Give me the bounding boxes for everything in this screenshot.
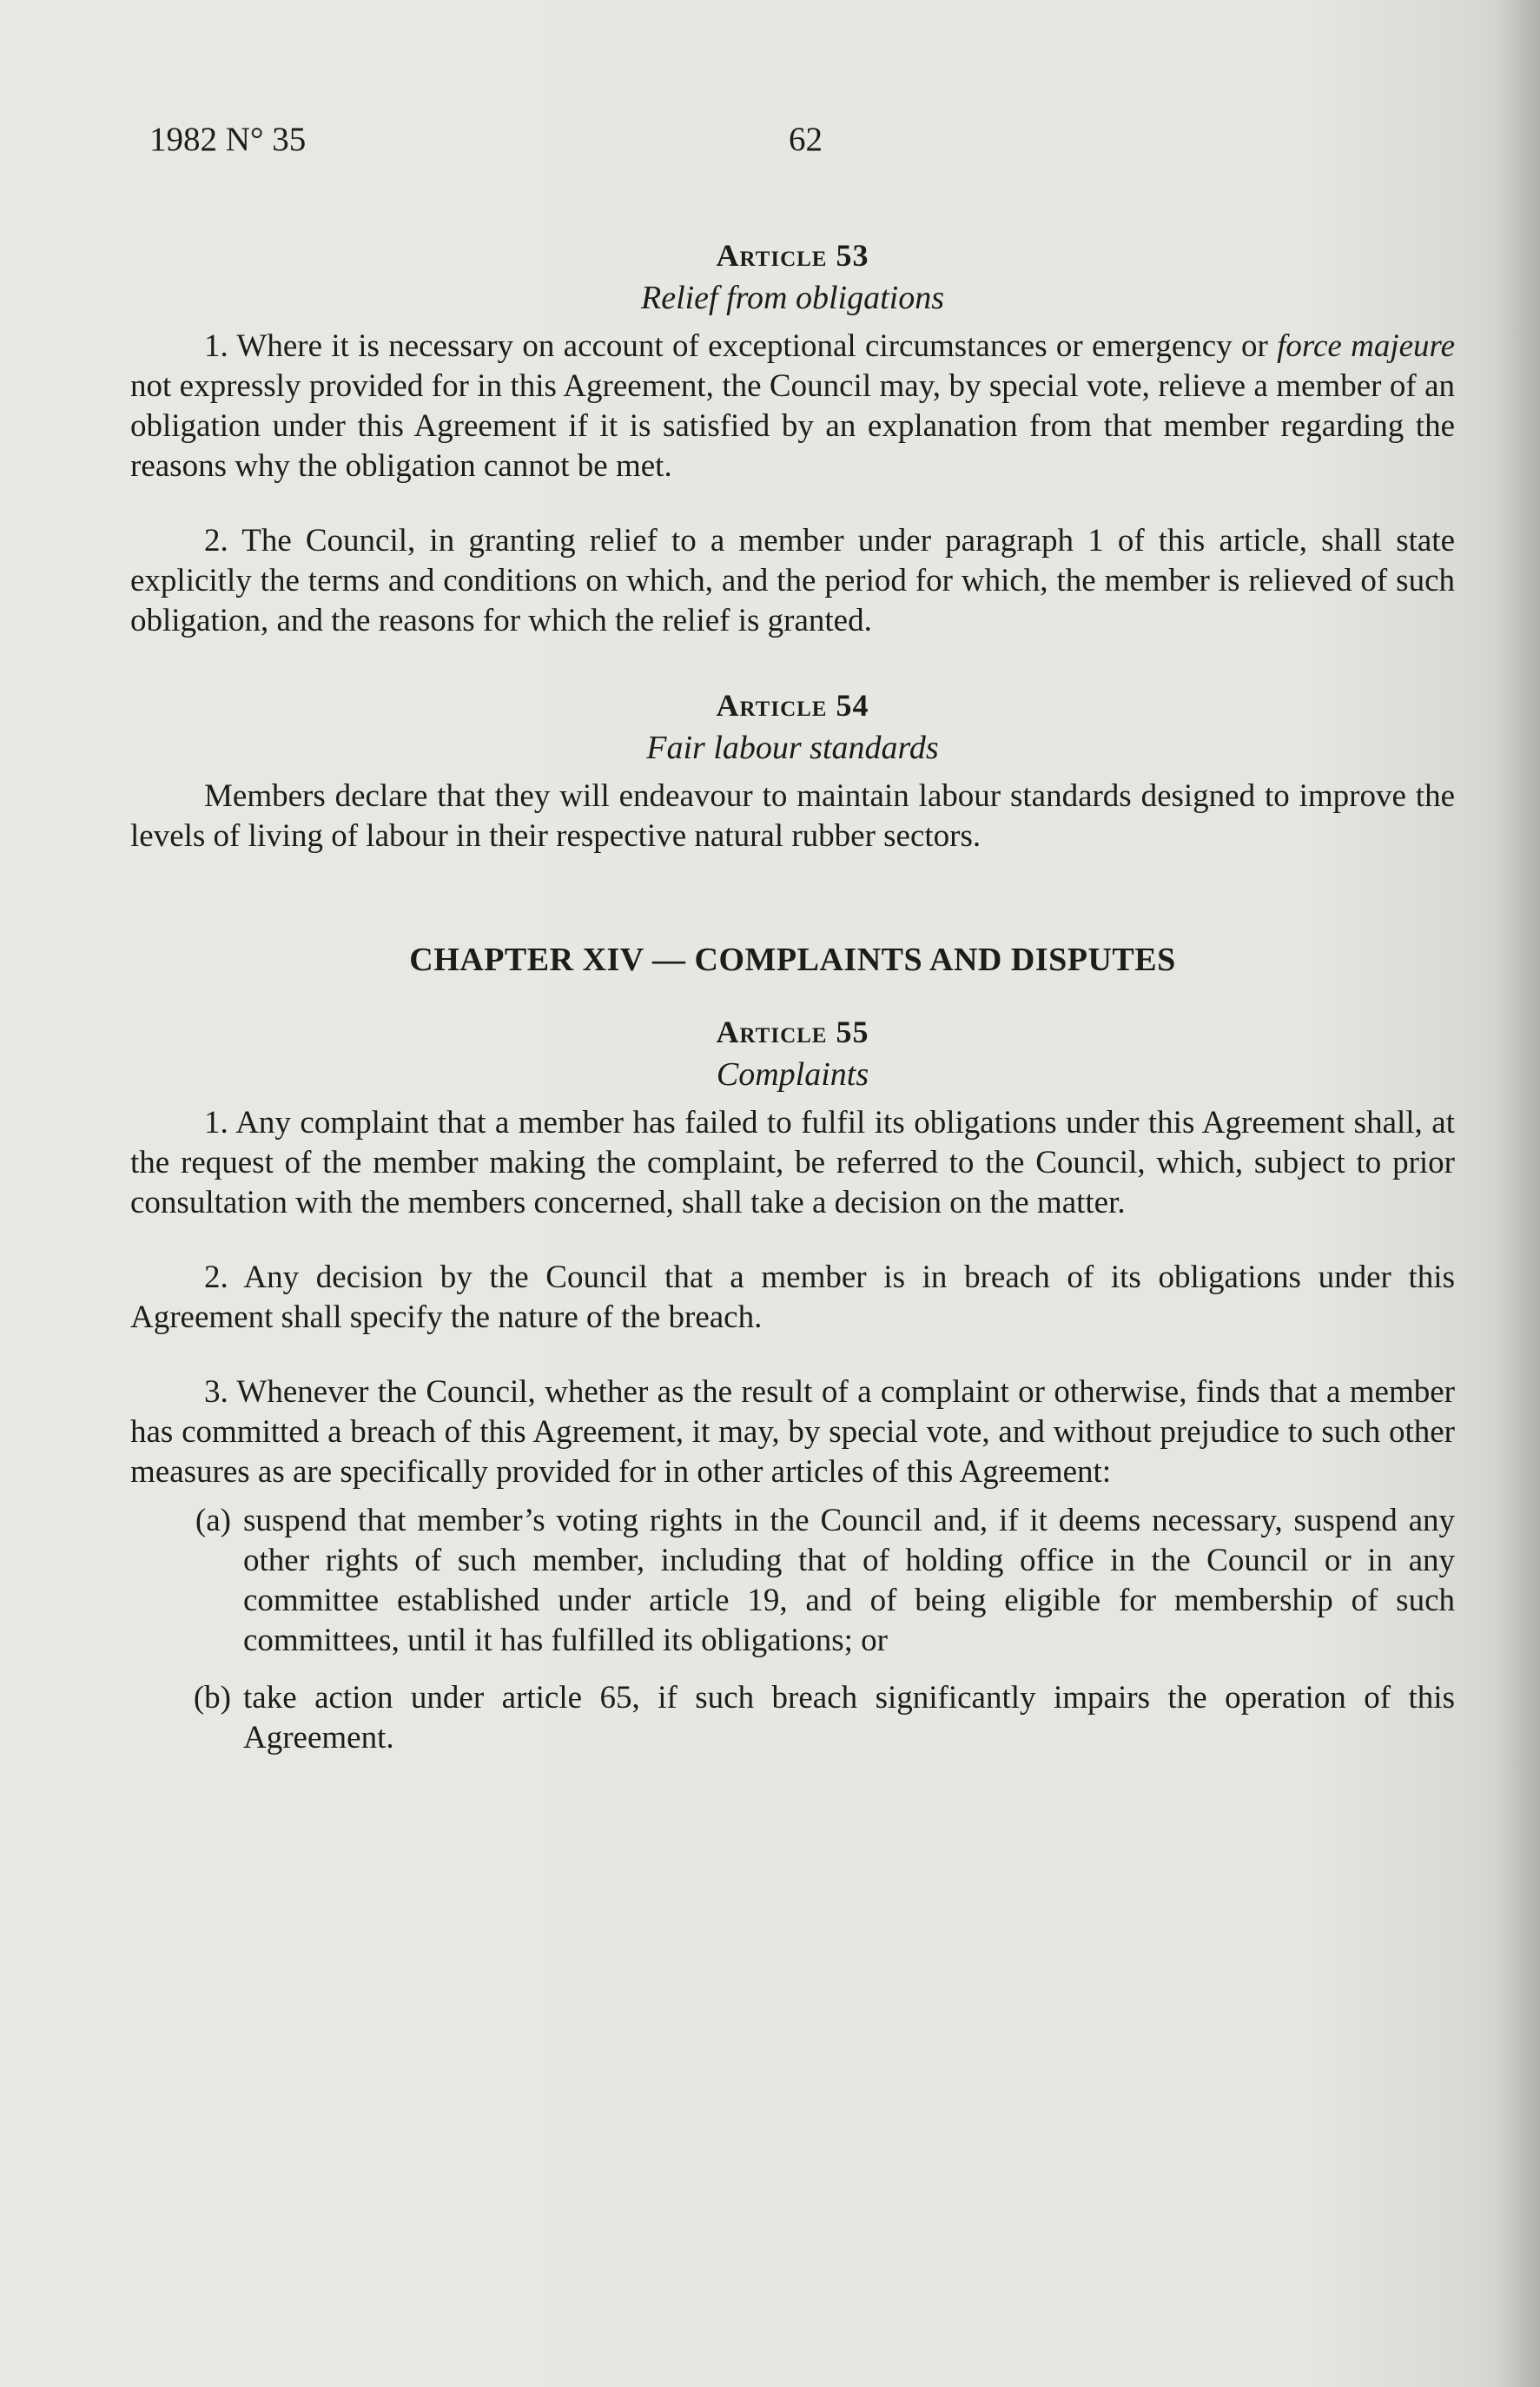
article-title: Relief from obligations [640, 280, 944, 316]
page-body [130, 235, 1455, 1758]
list-item [130, 1678, 1455, 1758]
paragraph-text: 1. Where it is necessary on account of exceptional circumstances or emergency or [204, 328, 1278, 364]
article-title: Complaints [716, 1056, 869, 1093]
paragraph-text: not expressly provided for in this Agreement, the Council may, by special vote, relieve a member of an obligation under this Agreement if it is satisfied by an explanation from that member regarding the reasons why the obligation cannot be met. [130, 368, 1455, 484]
list-item-text: take action under article 65, if such breach significantly impairs the operation of this Agreement. [243, 1680, 1455, 1756]
paragraph [130, 327, 1455, 486]
page-edge-shadow [1497, 0, 1540, 2387]
italic-term: force majeure [1277, 328, 1455, 364]
chapter-heading: CHAPTER XIV — COMPLAINTS AND DISPUTES [409, 942, 1176, 978]
document-reference: 1982 N° 35 [149, 121, 307, 158]
page-number: 62 [789, 121, 823, 158]
article-55 [130, 1011, 1455, 1758]
article-53 [130, 235, 1455, 641]
paragraph: 1. Any complaint that a member has failed to fulfil its obligations under this Agreement shall, at the request of the member making the complaint, be referred to the Council, which, subject to prior consultation with the members concerned, shall take a decision on the matter. [130, 1105, 1455, 1220]
article-heading: Article 55 [716, 1015, 869, 1049]
article-heading: Article 54 [716, 688, 869, 723]
list-marker: (a) [195, 1503, 231, 1538]
article-heading: Article 53 [716, 238, 869, 273]
paragraph: 2. Any decision by the Council that a member is in breach of its obligations under this Agreement shall specify the nature of the breach. [130, 1260, 1455, 1335]
page-header [0, 120, 1540, 172]
list-marker: (b) [193, 1680, 231, 1716]
paragraph: Members declare that they will endeavour to maintain labour standards designed to improve the levels of living of labour in their respective natural rubber sectors. [130, 778, 1455, 854]
paragraph: 3. Whenever the Council, whether as the result of a complaint or otherwise, finds that a member has committed a breach of this Agreement, it may, by special vote, and without prejudice to such other measures as are specifically provided for in other articles of this Agreement: [130, 1374, 1455, 1490]
article-54 [130, 684, 1455, 856]
list-item-text: suspend that member’s voting rights in the Council and, if it deems necessary, suspend any other rights of such member, including that of holding office in the Council or in any committee established under article 19, and of being eligible for membership of such committees, until it has fulfilled its obligations; or [243, 1503, 1455, 1658]
article-title: Fair labour standards [646, 730, 939, 766]
sub-item-list [130, 1501, 1455, 1758]
list-item [130, 1501, 1455, 1661]
paragraph: 2. The Council, in granting relief to a member under paragraph 1 of this article, shall state explicitly the terms and conditions on which, and the period for which, the member is relieved of such obligation, and the reasons for which the relief is granted. [130, 523, 1455, 638]
